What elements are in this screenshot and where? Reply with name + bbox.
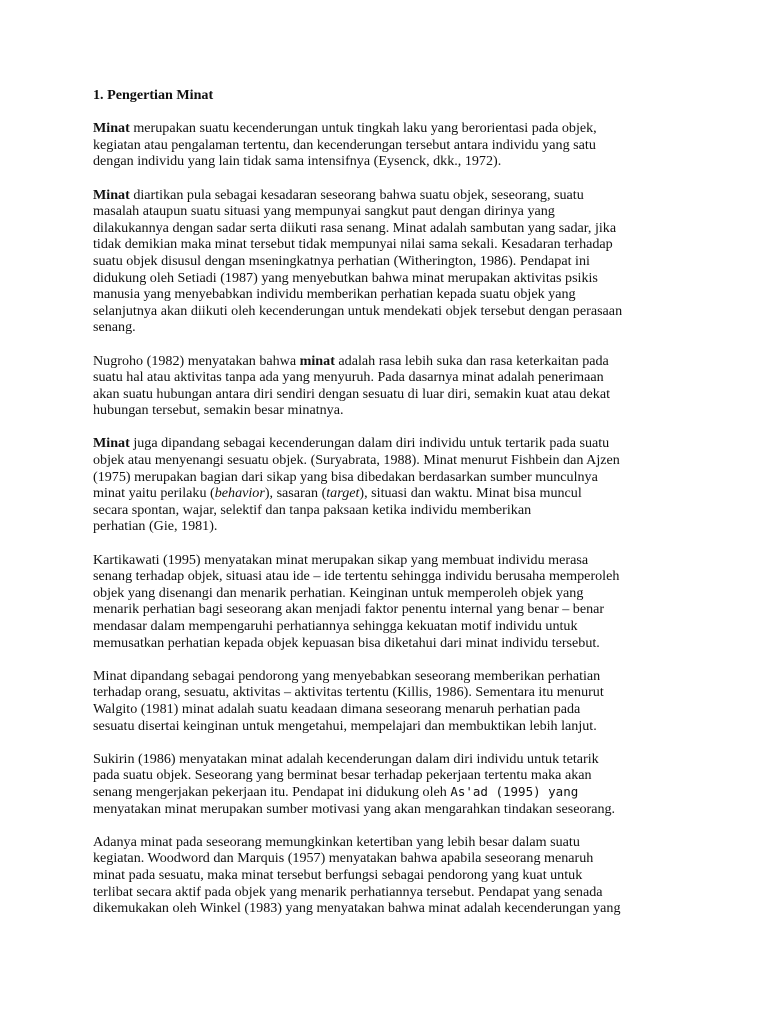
text-run: minat yaitu perilaku (: [93, 485, 215, 502]
paragraph-line: (1975) merupakan bagian dari sikap yang bisa dibedakan berdasarkan sumber munculnya: [93, 468, 598, 485]
paragraph-5: [93, 552, 685, 652]
document-page: [93, 87, 685, 933]
paragraph-line: Minat dipandang sebagai pendorong yang menyebabkan seseorang memberikan perhatian: [93, 667, 601, 684]
paragraph-line: [93, 784, 685, 801]
paragraph-line: [93, 120, 685, 137]
paragraph-line: dengan individu yang lain tidak sama intensifnya (Eysenck, dkk., 1972).: [93, 153, 502, 170]
paragraph-line: tidak demikian maka minat tersebut tidak mempunyai nilai sama sekali. Kesadaran terhadap: [93, 236, 613, 253]
paragraph-line: objek atau menyenangi sesuatu objek. (Suryabrata, 1988). Minat menurut Fishbein dan Ajzen: [93, 452, 620, 469]
paragraph-8: [93, 834, 685, 917]
paragraph-line: objek yang disenangi dan menarik perhatian. Keinginan untuk memperoleh objek yang: [93, 584, 584, 601]
paragraph-line: [93, 187, 685, 204]
paragraph-line: Kartikawati (1995) menyatakan minat merupakan sikap yang membuat individu merasa: [93, 551, 589, 568]
text-run: ), sasaran (: [264, 485, 327, 502]
paragraph-line: suatu objek disusul dengan mseningkatnya perhatian (Witherington, 1986). Pendapat ini: [93, 252, 590, 269]
paragraph-line: akan suatu hubungan antara diri sendiri dengan sesuatu di luar diri, semakin kuat atau dekat: [93, 385, 611, 402]
text-run: merupakan suatu kecenderungan untuk tingkah laku yang berorientasi pada objek,: [129, 120, 597, 137]
italic-term: target: [326, 485, 360, 502]
paragraph-line: hubungan tersebut, semakin besar minatnya.: [93, 402, 344, 419]
paragraph-7: [93, 751, 685, 817]
paragraph-line: dikemukakan oleh Winkel (1983) yang menyatakan bahwa minat adalah kecenderungan yang: [93, 900, 621, 917]
paragraph-line: menarik perhatian bagi seseorang akan menjadi faktor penentu internal yang benar – benar: [93, 601, 605, 618]
italic-term: behavior: [214, 485, 265, 502]
paragraph-line: senang terhadap objek, situasi atau ide – ide tertentu sehingga individu berusaha memperoleh: [93, 568, 620, 585]
paragraph-4: [93, 435, 685, 535]
bold-term: minat: [299, 352, 335, 369]
paragraph-line: kegiatan atau pengalaman tertentu, dan kecenderungan tersebut antara individu yang satu: [93, 136, 596, 153]
paragraph-line: senang.: [93, 319, 136, 336]
paragraph-line: Walgito (1981) minat adalah suatu keadaan dimana seseorang menaruh perhatian pada: [93, 700, 581, 717]
paragraph-line: [93, 485, 685, 502]
bold-term: Minat: [93, 435, 130, 452]
paragraph-2: [93, 187, 685, 336]
text-run: juga dipandang sebagai kecenderungan dalam diri individu untuk tertarik pada suatu: [129, 435, 610, 452]
paragraph-line: dilakukannya dengan sadar serta diikuti rasa senang. Minat adalah sambutan yang sadar, jika: [93, 219, 617, 236]
paragraph-line: menyatakan minat merupakan sumber motivasi yang akan mengarahkan tindakan seseorang.: [93, 800, 616, 817]
section-heading: 1. Pengertian Minat: [93, 87, 214, 103]
paragraph-line: suatu hal atau aktivitas tanpa ada yang menyuruh. Pada dasarnya minat adalah penerimaan: [93, 369, 604, 386]
bold-term: Minat: [93, 186, 130, 203]
citation-run: As'ad (1995) yang: [450, 783, 579, 799]
paragraph-line: [93, 353, 685, 370]
paragraph-line: manusia yang menyebabkan individu memberikan perhatian kepada suatu objek yang: [93, 286, 576, 303]
text-run: senang mengerjakan pekerjaan itu. Pendapat ini didukung oleh: [93, 783, 451, 800]
paragraph-line: masalah ataupun suatu situasi yang mempunyai sangkut paut dengan dirinya yang: [93, 203, 555, 220]
paragraph-line: terlibat secara aktif pada objek yang menarik perhatiannya tersebut. Pendapat yang senada: [93, 883, 603, 900]
paragraph-line: mendasar dalam mempengaruhi perhatiannya sehingga kekuatan motif individu untuk: [93, 618, 578, 634]
text-run: Nugroho (1982) menyatakan bahwa: [93, 352, 300, 369]
paragraph-line: Sukirin (1986) menyatakan minat adalah kecenderungan dalam diri individu untuk tetarik: [93, 750, 599, 767]
paragraph-line: didukung oleh Setiadi (1987) yang menyebutkan bahwa minat merupakan aktivitas psikis: [93, 269, 598, 286]
paragraph-line: selanjutnya akan diikuti oleh kecenderungan untuk mendekati objek tersebut dengan perasaan: [93, 302, 623, 319]
paragraph-line: kegiatan. Woodword dan Marquis (1957) menyatakan bahwa apabila seseorang menaruh: [93, 850, 594, 867]
paragraph-line: [93, 435, 685, 452]
text-run: diartikan pula sebagai kesadaran seseorang bahwa suatu objek, seseorang, suatu: [129, 186, 584, 203]
text-run: ), situasi dan waktu. Minat bisa muncul: [359, 485, 582, 502]
paragraph-line: secara spontan, wajar, selektif dan tanpa paksaan ketika individu memberikan: [93, 501, 532, 518]
paragraph-1: [93, 120, 685, 170]
paragraph-line: terhadap orang, sesuatu, aktivitas – aktivitas tertentu (Killis, 1986). Sementara itu menurut: [93, 684, 604, 701]
paragraph-line: minat pada sesuatu, maka minat tersebut berfungsi sebagai pendorong yang kuat untuk: [93, 866, 583, 883]
paragraph-line: perhatian (Gie, 1981).: [93, 518, 218, 535]
paragraph-line: pada suatu objek. Seseorang yang berminat besar terhadap pekerjaan tertentu maka akan: [93, 767, 592, 784]
paragraph-line: memusatkan perhatian kepada objek kepuasan bisa diketahui dari minat individu tersebut.: [93, 634, 600, 651]
bold-term: Minat: [93, 120, 130, 137]
paragraph-6: [93, 668, 685, 734]
text-run: adalah rasa lebih suka dan rasa keterkaitan pada: [334, 352, 609, 369]
paragraph-3: [93, 353, 685, 419]
paragraph-line: Adanya minat pada seseorang memungkinkan ketertiban yang lebih besar dalam suatu: [93, 833, 580, 850]
paragraph-line: sesuatu disertai keinginan untuk mengetahui, mempelajari dan membuktikan lebih lanjut.: [93, 717, 597, 734]
